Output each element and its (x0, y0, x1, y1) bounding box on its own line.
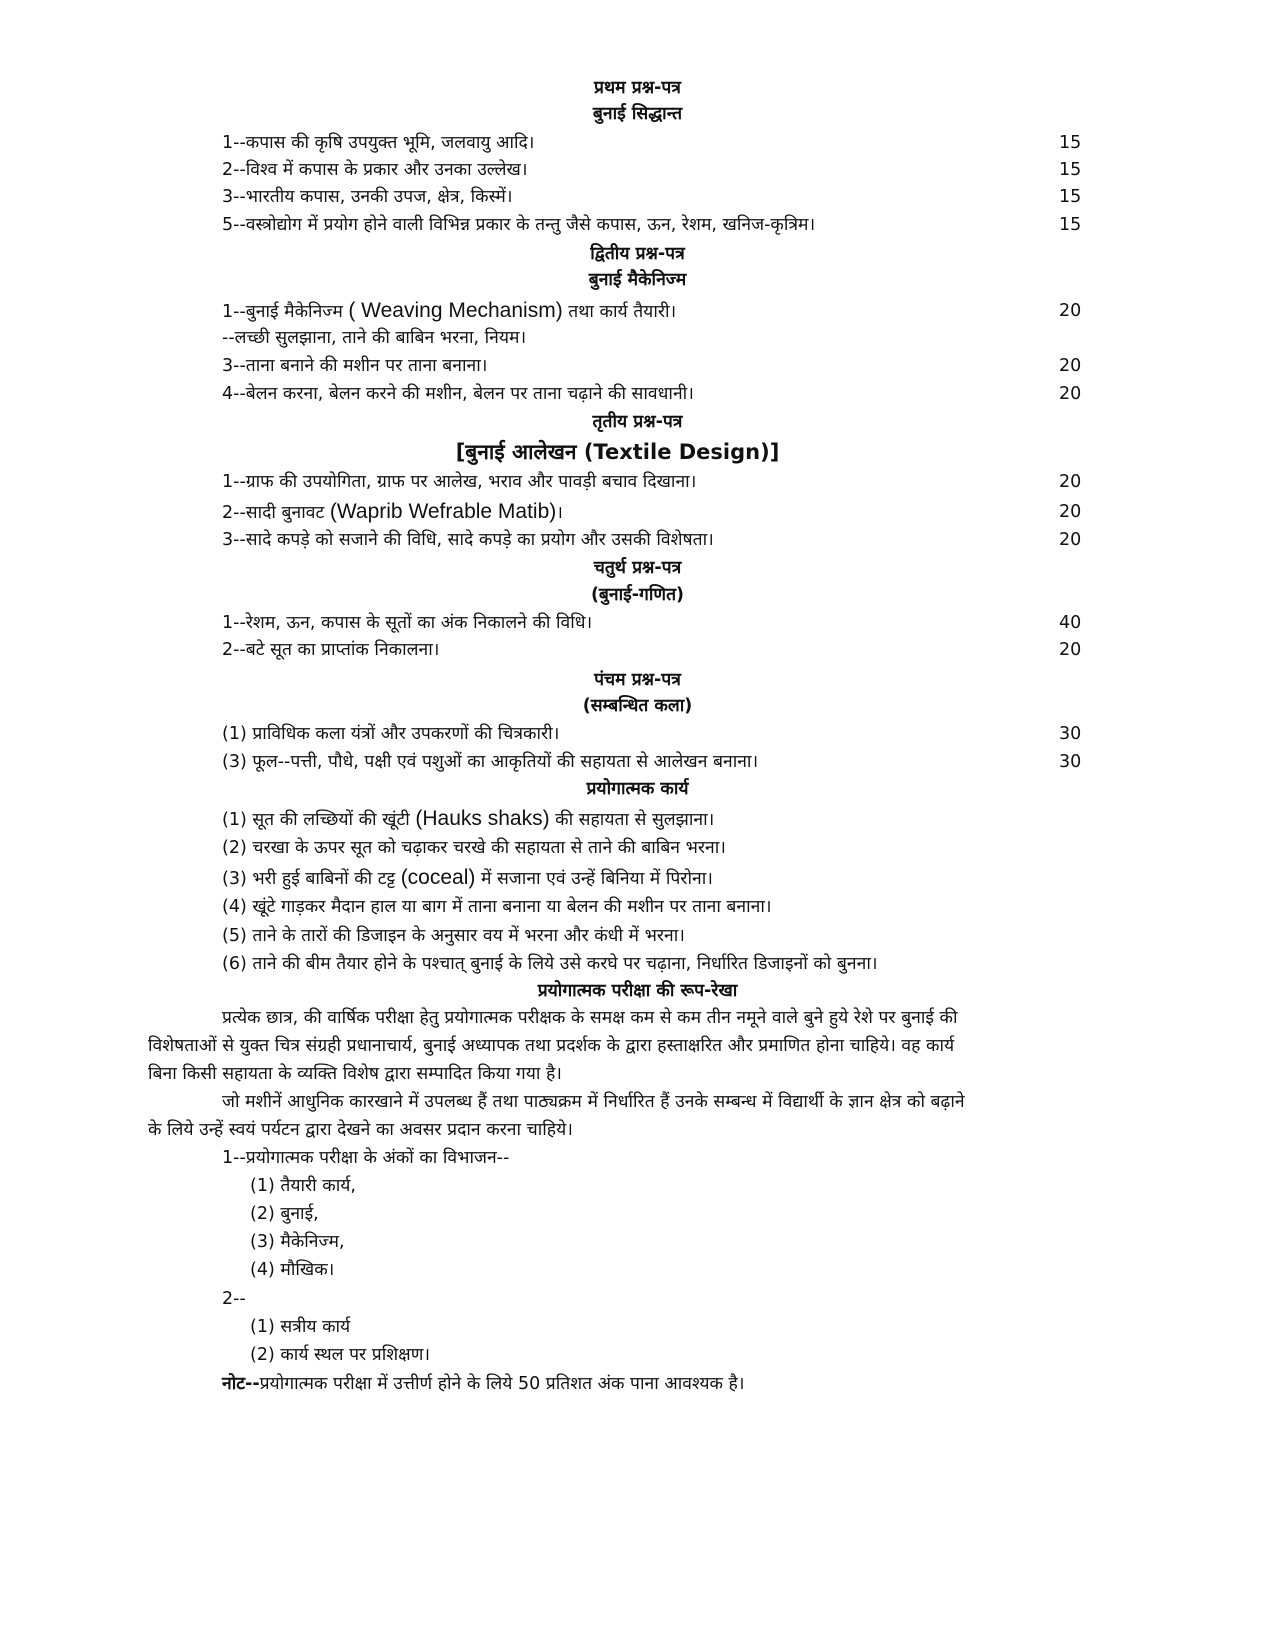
paper2-item: --लच्छी सुलझाना, ताने की बाबिन भरना, नियम। (222, 328, 527, 348)
paper5-item-marks: 30 (1059, 752, 1082, 772)
practical-item3-text-end: में सजाना एवं उन्हें बिनिया में पिरोना। (475, 869, 713, 889)
paper2-item-marks: 20 (1059, 301, 1082, 321)
marks-division-heading: 1--प्रयोगात्मक परीक्षा के अंकों का विभाजन-- (222, 1148, 510, 1168)
paper3-heading: तृतीय प्रश्न-पत्र (592, 412, 683, 432)
paper5-heading: पंचम प्रश्न-पत्र (594, 670, 681, 690)
paper1-item: 1--कपास की कृषि उपयुक्त भूमि, जलवायु आदि। (222, 133, 535, 153)
paper3-item: 1--ग्राफ की उपयोगिता, ग्राफ पर आलेख, भराव और पावड़ी बचाव दिखाना। (222, 472, 697, 492)
practical-item: (4) खूंटे गाड़कर मैदान हाल या बाग में ताना बनाना या बेलन की मशीन पर ताना बनाना। (222, 897, 772, 917)
section-two-heading: 2-- (222, 1289, 246, 1309)
section-two-item: (1) सत्रीय कार्य (250, 1317, 351, 1337)
practical-item (222, 805, 714, 834)
practical-item3-text: (3) भरी हुई बाबिनों की टट्ट (222, 869, 401, 889)
practical-item: (5) ताने के तारों की डिजाइन के अनुसार वय में भरना और कंधी में भरना। (222, 926, 685, 946)
paper2-item: 4--बेलन करना, बेलन करने की मशीन, बेलन पर ताना चढ़ाने की सावधानी। (222, 384, 694, 404)
exam-paragraph-line: के लिये उन्हें स्वयं पर्यटन द्वारा देखने का अवसर प्रदान करना चाहिये। (148, 1120, 573, 1140)
paper3-item-marks: 20 (1059, 530, 1082, 550)
paper3-item2-text-end: । (556, 503, 563, 523)
marks-division-item: (1) तैयारी कार्य, (250, 1176, 356, 1196)
practical-item: (2) चरखा के ऊपर सूत को चढ़ाकर चरखे की सहायता से ताने की बाबिन भरना। (222, 838, 726, 858)
paper2-item: 3--ताना बनाने की मशीन पर ताना बनाना। (222, 356, 488, 376)
note-label: नोट-- (222, 1374, 260, 1394)
paper1-item: 2--विश्व में कपास के प्रकार और उनका उल्लेख। (222, 160, 528, 180)
paper3-item-marks: 20 (1059, 502, 1082, 522)
exam-paragraph-line: जो मशीनें आधुनिक कारखाने में उपलब्ध हैं तथा पाठ्यक्रम में निर्धारित हैं उनके सम्बन्ध में विद्यार्थी के ज्ञान क्षेत्र को बढ़ाने (222, 1092, 965, 1112)
marks-division-item: (4) मौखिक। (250, 1260, 335, 1280)
paper1-item-marks: 15 (1059, 133, 1082, 153)
paper1-heading: प्रथम प्रश्न-पत्र (594, 78, 681, 98)
paper5-subheading: (सम्बन्धित कला) (582, 696, 693, 716)
paper3-subheading: [बुनाई आलेखन (Textile Design)] (455, 440, 780, 464)
practical-item1-text: (1) सूत की लच्छियों की खूंटी (222, 810, 416, 830)
paper2-item1-text: 1--बुनाई मैकेनिज्म (222, 302, 349, 322)
section-two-item: (2) कार्य स्थल पर प्रशिक्षण। (250, 1345, 430, 1365)
paper2-item (222, 297, 676, 326)
exam-paragraph-line: प्रत्येक छात्र, की वार्षिक परीक्षा हेतु प्रयोगात्मक परीक्षक के समक्ष कम से कम तीन नमूने वाले बुने हुये रेशे पर बुनाई की (222, 1008, 958, 1028)
practical-item1-text-end: की सहायता से सुलझाना। (549, 810, 715, 830)
paper4-item-marks: 20 (1059, 640, 1082, 660)
paper2-item-marks: 20 (1059, 384, 1082, 404)
paper3-item2-text: 2--सादी बुनावट (222, 503, 330, 523)
paper2-heading: द्वितीय प्रश्न-पत्र (590, 244, 685, 264)
paper1-item-marks: 15 (1059, 215, 1082, 235)
note-line (222, 1370, 744, 1398)
practical-item3-english: (coceal) (400, 866, 476, 889)
paper3-item2-english: (Waprib Wefrable Matib) (329, 500, 557, 523)
paper4-heading: चतुर्थ प्रश्न-पत्र (593, 558, 682, 578)
paper1-item: 3--भारतीय कपास, उनकी उपज, क्षेत्र, किस्में। (222, 187, 513, 207)
paper5-item: (3) फूल--पत्ती, पौधे, पक्षी एवं पशुओं का आकृतियों की सहायता से आलेखन बनाना। (222, 752, 759, 772)
exam-paragraph-line: विशेषताओं से युक्त चित्र संग्रही प्रधानाचार्य, बुनाई अध्यापक तथा प्रदर्शक के द्वारा हस्ताक्षरित और प्रमाणित होना चाहिये। वह कार्य (148, 1036, 955, 1056)
paper4-item: 2--बटे सूत का प्राप्तांक निकालना। (222, 640, 440, 660)
exam-paragraph-line: बिना किसी सहायता के व्यक्ति विशेष द्वारा सम्पादित किया गया है। (148, 1064, 562, 1084)
paper3-item: 3--सादे कपड़े को सजाने की विधि, सादे कपड़े का प्रयोग और उसकी विशेषता। (222, 530, 714, 550)
paper1-item-marks: 15 (1059, 187, 1082, 207)
paper4-item: 1--रेशम, ऊन, कपास के सूतों का अंक निकालने की विधि। (222, 613, 593, 633)
paper4-item-marks: 40 (1059, 613, 1082, 633)
paper1-subheading: बुनाई सिद्धान्त (592, 104, 683, 124)
paper2-item1-text-end: तथा कार्य तैयारी। (562, 302, 677, 322)
exam-heading: प्रयोगात्मक परीक्षा की रूप-रेखा (537, 981, 738, 1001)
marks-division-item: (3) मैकेनिज्म, (250, 1232, 345, 1252)
paper3-item (222, 498, 563, 527)
paper1-item-marks: 15 (1059, 160, 1082, 180)
paper5-item-marks: 30 (1059, 724, 1082, 744)
marks-division-item: (2) बुनाई, (250, 1204, 319, 1224)
note-text: प्रयोगात्मक परीक्षा में उत्तीर्ण होने के लिये 50 प्रतिशत अंक पाना आवश्यक है। (259, 1374, 745, 1394)
paper2-item1-english: ( Weaving Mechanism) (348, 299, 563, 322)
paper1-item: 5--वस्त्रोद्योग में प्रयोग होने वाली विभिन्न प्रकार के तन्तु जैसे कपास, ऊन, रेशम, खनिज-कृत्रिम। (222, 215, 816, 235)
paper2-item-marks: 20 (1059, 356, 1082, 376)
practical-heading: प्रयोगात्मक कार्य (586, 779, 689, 799)
paper2-subheading: बुनाई मैकेनिज्म (588, 270, 687, 290)
practical-item1-english: (Hauks shaks) (415, 807, 550, 830)
practical-item: (6) ताने की बीम तैयार होने के पश्चात् बुनाई के लिये उसे करघे पर चढ़ाना, निर्धारित डिजाइनों को बुनना। (222, 954, 878, 974)
paper3-item-marks: 20 (1059, 472, 1082, 492)
paper5-item: (1) प्राविधिक कला यंत्रों और उपकरणों की चित्रकारी। (222, 724, 560, 744)
paper4-subheading: (बुनाई-गणित) (590, 585, 685, 605)
practical-item (222, 864, 713, 893)
